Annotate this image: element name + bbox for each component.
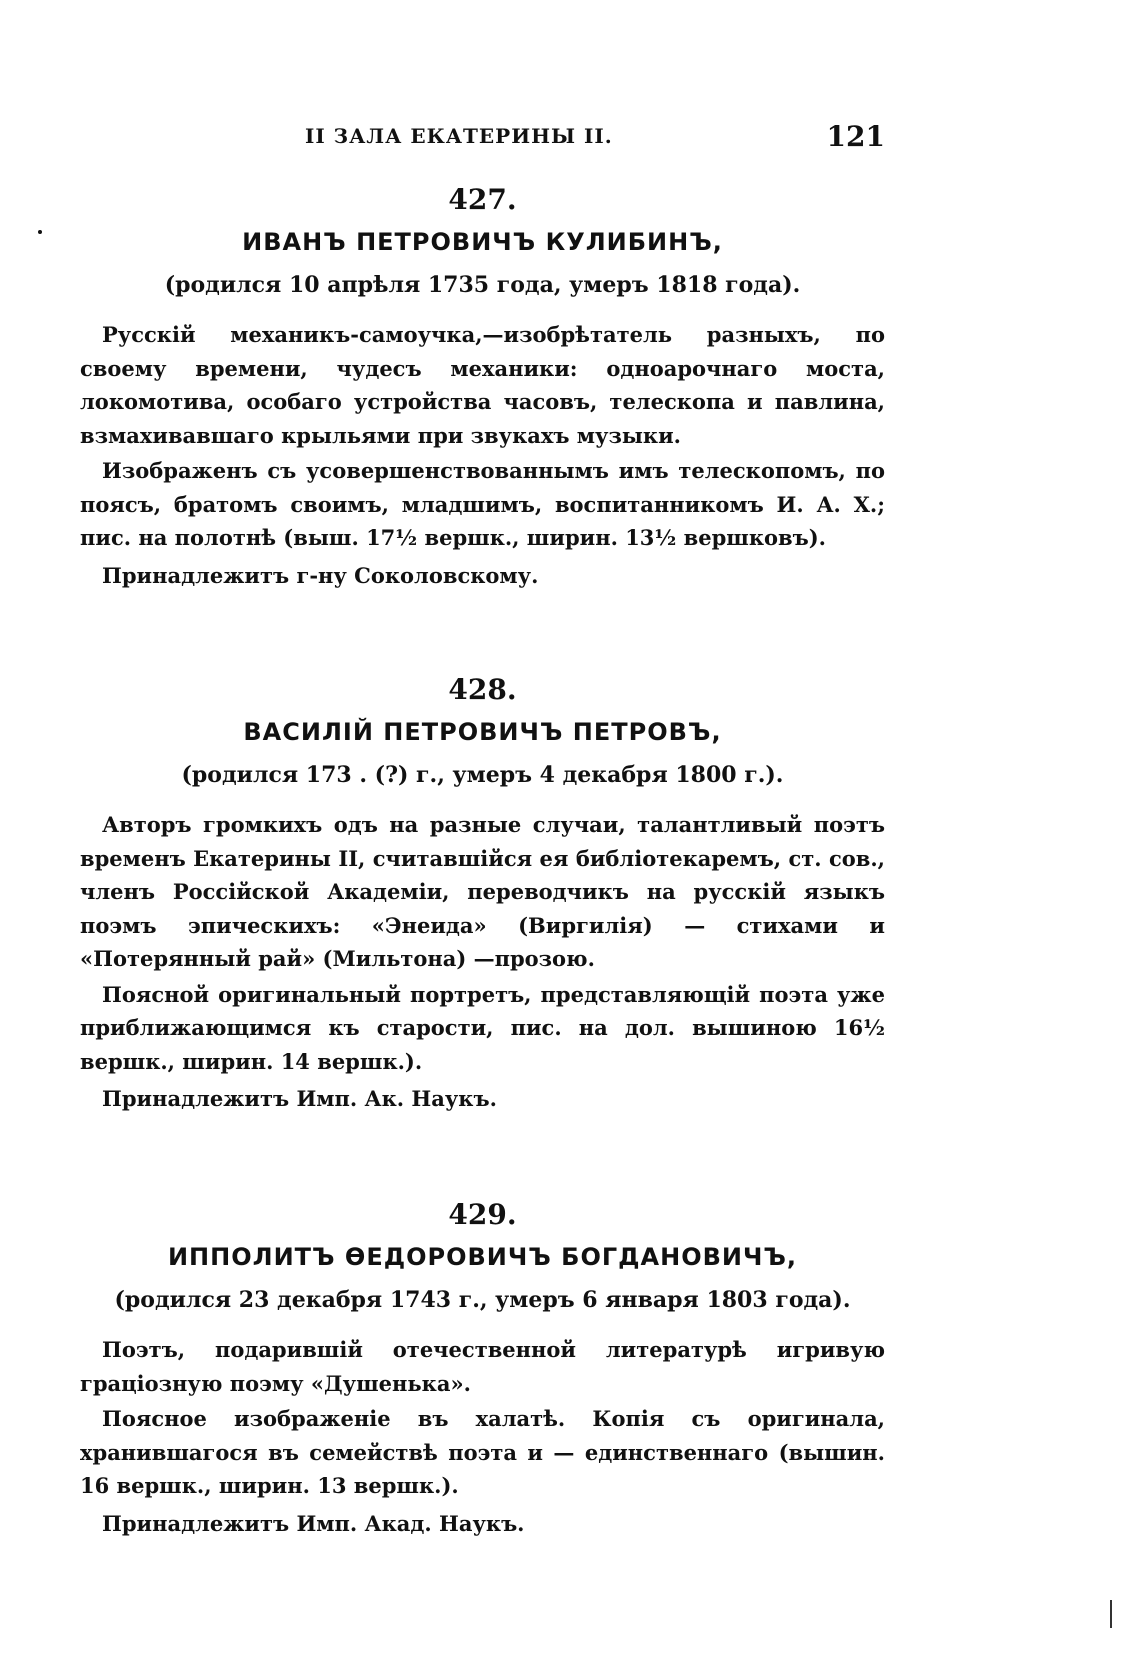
scan-edge-mark	[1110, 1600, 1112, 1628]
entry-number: 429.	[448, 1198, 517, 1231]
entry-owner: Принадлежитъ Имп. Ак. Наукъ.	[102, 1086, 497, 1111]
entry-owner: Принадлежитъ г-ну Соколовскому.	[102, 562, 539, 588]
entry-dates: (родился 10 апрѣля 1735 года, умеръ 1818 года).	[164, 272, 801, 298]
entry-owner: Принадлежитъ Имп. Акад. Наукъ.	[102, 1510, 525, 1536]
entry-name: ИППОЛИТЪ ѲЕДОРОВИЧЪ БОГДАНОВИЧЪ,	[167, 1243, 798, 1271]
entry-name: ВАСИЛІЙ ПЕТРОВИЧЪ ПЕТРОВЪ,	[243, 718, 722, 746]
entry-number: 427.	[448, 183, 517, 216]
entry-dates: (родился 23 декабря 1743 г., умеръ 6 января 1803 года).	[114, 1287, 851, 1313]
entry-portrait-details: Поясное изображеніе въ халатѣ. Копія съ оригинала, хранившагося въ семействѣ поэта и — единственнаго (вышин. 16 вершк., ширин. 13 вершк.).	[80, 1406, 885, 1498]
catalog-entry-427	[80, 180, 885, 592]
page-number: 121	[826, 120, 885, 153]
margin-mark	[38, 230, 42, 234]
entry-description: Авторъ громкихъ одъ на разные случаи, талантливый поэтъ временъ Екатерины II, считавшійся ея библіотекаремъ, ст. сов., членъ Россійской Академіи, переводчикъ на русскій языкъ поэмъ эпическихъ: «Энеида» (Виргилія) — стихами и «Потерянный рай» (Мильтона) —прозою.	[80, 812, 885, 971]
running-title: II ЗАЛА ЕКАТЕРИНЫ II.	[305, 124, 613, 148]
catalog-entry-429	[80, 1195, 885, 1540]
entry-dates: (родился 173 . (?) г., умеръ 4 декабря 1800 г.).	[181, 762, 784, 788]
entry-description: Поэтъ, подарившій отечественной литературѣ игривую граціозную поэму «Душенька».	[80, 1337, 885, 1396]
entry-portrait-details: Поясной оригинальный портретъ, представляющій поэта уже приближающимся къ старости, пис. на дол. вышиною 16½ вершк., ширин. 14 вершк.).	[80, 981, 885, 1074]
entry-number: 428.	[448, 673, 517, 706]
entry-name: ИВАНЪ ПЕТРОВИЧЪ КУЛИБИНЪ,	[242, 228, 723, 256]
entry-description: Русскій механикъ-самоучка,—изобрѣтатель разныхъ, по своему времени, чудесъ механики: одноарочнаго моста, локомотива, особаго устройства часовъ, телескопа и павлина, взмахивавшаго крыльями при звукахъ музыки.	[80, 322, 885, 448]
running-head	[305, 120, 885, 156]
catalog-entry-428	[80, 670, 885, 1115]
entry-portrait-details: Изображенъ съ усовершенствованнымъ имъ телескопомъ, по поясъ, братомъ своимъ, младшимъ, воспитанникомъ И. А. Х.; пис. на полотнѣ (выш. 17½ вершк., ширин. 13½ вершковъ).	[80, 458, 885, 550]
